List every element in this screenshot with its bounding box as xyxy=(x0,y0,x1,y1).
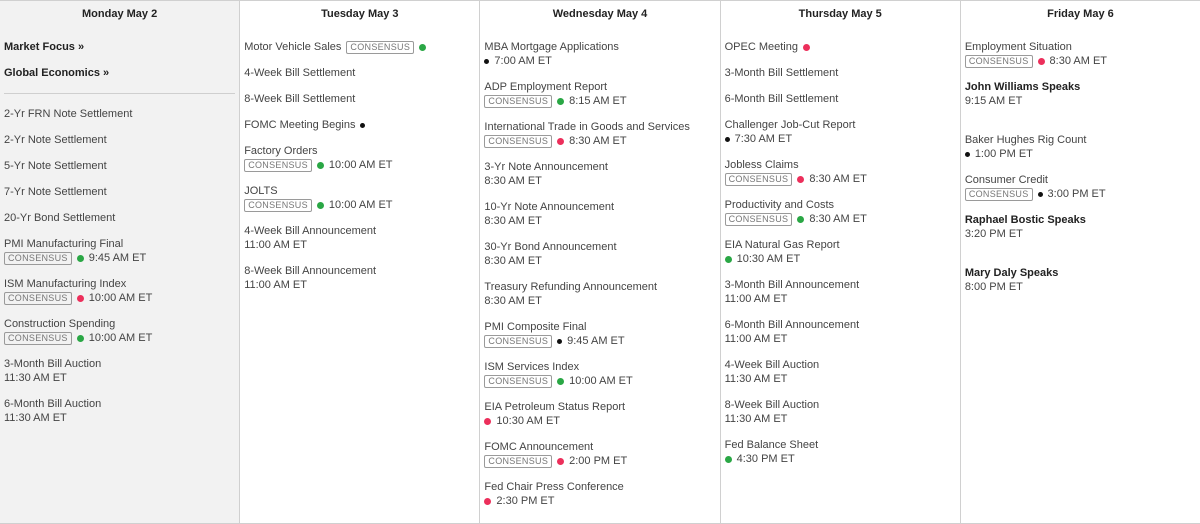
event-name[interactable]: FOMC Meeting Begins xyxy=(244,119,356,131)
event-name[interactable]: OPEC Meeting xyxy=(724,41,798,53)
event-meta xyxy=(725,373,956,386)
day-events-monday xyxy=(4,29,235,425)
calendar-event[interactable] xyxy=(244,265,475,292)
day-header-monday: Monday May 2 xyxy=(82,8,158,20)
importance-dot-icon xyxy=(725,456,732,463)
calendar-event[interactable] xyxy=(484,281,715,308)
consensus-badge[interactable]: CONSENSUS xyxy=(484,135,552,148)
day-column-thursday xyxy=(721,1,961,523)
calendar-event[interactable] xyxy=(725,399,956,426)
event-name[interactable]: 20-Yr Bond Settlement xyxy=(4,212,116,224)
calendar-event[interactable] xyxy=(4,278,235,305)
event-name[interactable]: PMI Manufacturing Final xyxy=(4,238,124,250)
event-meta xyxy=(4,292,235,305)
event-name[interactable]: Mary Daly Speaks xyxy=(964,267,1059,279)
importance-dot-icon xyxy=(484,498,491,505)
calendar-event[interactable] xyxy=(725,239,956,266)
event-meta xyxy=(244,199,475,212)
day-header-thursday: Thursday May 5 xyxy=(798,8,882,20)
consensus-badge[interactable]: CONSENSUS xyxy=(484,455,552,468)
links-divider xyxy=(4,93,235,94)
importance-dot-icon xyxy=(1038,192,1043,197)
importance-dot-icon xyxy=(77,255,84,262)
event-meta xyxy=(965,148,1196,161)
event-time: 8:30 AM ET xyxy=(1049,55,1108,67)
event-meta xyxy=(725,413,956,426)
importance-dot-icon xyxy=(484,418,491,425)
event-meta xyxy=(484,495,715,508)
event-name[interactable]: Fed Balance Sheet xyxy=(724,439,819,451)
consensus-badge[interactable]: CONSENSUS xyxy=(484,375,552,388)
event-time: 11:30 AM ET xyxy=(4,372,67,384)
calendar-event[interactable] xyxy=(725,279,956,306)
event-meta xyxy=(484,335,715,348)
calendar-event[interactable] xyxy=(725,359,956,386)
event-meta xyxy=(725,333,956,346)
importance-dot-icon xyxy=(725,137,730,142)
event-name[interactable]: JOLTS xyxy=(244,185,278,197)
event-name[interactable]: Fed Chair Press Conference xyxy=(484,481,624,493)
event-meta xyxy=(4,252,235,265)
consensus-badge[interactable]: CONSENSUS xyxy=(484,95,552,108)
event-name[interactable]: Construction Spending xyxy=(4,318,116,330)
event-time: 10:00 AM ET xyxy=(88,332,153,344)
calendar-event[interactable] xyxy=(484,441,715,468)
event-meta xyxy=(725,213,956,226)
event-time: 3:00 PM ET xyxy=(1047,188,1106,200)
event-meta xyxy=(244,279,475,292)
event-time: 8:30 AM ET xyxy=(484,215,542,227)
calendar-event[interactable] xyxy=(484,41,715,68)
event-time: 10:00 AM ET xyxy=(328,199,393,211)
calendar-event[interactable] xyxy=(725,119,956,146)
event-meta xyxy=(965,188,1196,201)
calendar-event[interactable] xyxy=(484,481,715,508)
calendar-event[interactable] xyxy=(4,134,235,147)
calendar-event[interactable] xyxy=(965,41,1196,68)
calendar-event[interactable] xyxy=(484,241,715,268)
event-name[interactable]: EIA Natural Gas Report xyxy=(724,239,840,251)
event-name[interactable]: 4-Week Bill Announcement xyxy=(244,225,377,237)
consensus-badge[interactable]: CONSENSUS xyxy=(965,55,1033,68)
calendar-event[interactable] xyxy=(725,93,956,106)
event-name[interactable]: Employment Situation xyxy=(964,41,1072,53)
calendar-event[interactable] xyxy=(725,439,956,466)
day-header-tuesday: Tuesday May 3 xyxy=(321,8,399,20)
event-time: 9:45 AM ET xyxy=(88,252,147,264)
event-time: 4:30 PM ET xyxy=(736,453,795,465)
calendar-event[interactable] xyxy=(484,201,715,228)
event-name[interactable]: ISM Services Index xyxy=(484,361,580,373)
consensus-badge[interactable]: CONSENSUS xyxy=(244,199,312,212)
event-name[interactable]: Treasury Refunding Announcement xyxy=(484,281,658,293)
event-meta xyxy=(244,239,475,252)
event-time: 2:30 PM ET xyxy=(496,495,555,507)
event-name[interactable]: 6-Month Bill Settlement xyxy=(724,93,839,105)
event-meta xyxy=(244,159,475,172)
event-name[interactable]: 5-Yr Note Settlement xyxy=(4,160,107,172)
calendar-event[interactable] xyxy=(244,93,475,106)
event-spacer xyxy=(965,254,1196,267)
event-meta xyxy=(725,453,956,466)
event-name[interactable]: 8-Week Bill Auction xyxy=(724,399,820,411)
event-time: 11:00 AM ET xyxy=(724,333,788,345)
event-time: 10:00 AM ET xyxy=(569,375,633,387)
event-meta xyxy=(725,133,956,146)
event-name[interactable]: 2-Yr Note Settlement xyxy=(4,134,107,146)
event-name[interactable]: Raphael Bostic Speaks xyxy=(964,214,1086,226)
calendar-event[interactable] xyxy=(484,361,715,388)
consensus-badge[interactable]: CONSENSUS xyxy=(4,252,72,265)
event-time: 9:15 AM ET xyxy=(964,95,1023,107)
importance-dot-icon xyxy=(360,123,365,128)
event-name[interactable]: PMI Composite Final xyxy=(484,321,587,333)
calendar-event[interactable] xyxy=(4,108,235,121)
event-name[interactable]: ADP Employment Report xyxy=(484,81,608,93)
importance-dot-icon xyxy=(557,138,564,145)
day-events-friday xyxy=(965,29,1196,294)
event-name[interactable]: 3-Month Bill Auction xyxy=(4,358,102,370)
calendar-event[interactable] xyxy=(725,319,956,346)
event-name[interactable]: 3-Month Bill Announcement xyxy=(724,279,860,291)
event-meta xyxy=(484,255,715,268)
event-time: 3:20 PM ET xyxy=(964,228,1023,240)
calendar-event[interactable] xyxy=(965,134,1196,161)
consensus-badge[interactable]: CONSENSUS xyxy=(4,292,72,305)
importance-dot-icon xyxy=(484,59,489,64)
focus-link-1[interactable]: Global Economics » xyxy=(4,67,110,79)
calendar-event[interactable] xyxy=(965,214,1196,241)
event-meta xyxy=(965,228,1196,241)
day-header-wednesday: Wednesday May 4 xyxy=(552,8,648,20)
consensus-badge[interactable]: CONSENSUS xyxy=(484,335,552,348)
event-name[interactable]: John Williams Speaks xyxy=(964,81,1081,93)
event-name[interactable]: 7-Yr Note Settlement xyxy=(4,186,107,198)
importance-dot-icon xyxy=(965,152,970,157)
event-meta xyxy=(484,215,715,228)
event-name[interactable]: EIA Petroleum Status Report xyxy=(484,401,626,413)
event-name[interactable]: ISM Manufacturing Index xyxy=(4,278,127,290)
event-meta xyxy=(965,281,1196,294)
importance-dot-icon xyxy=(803,44,810,51)
event-name[interactable]: Motor Vehicle Sales xyxy=(244,41,342,53)
importance-dot-icon xyxy=(557,378,564,385)
importance-dot-icon xyxy=(797,216,804,223)
calendar-event[interactable] xyxy=(484,401,715,428)
focus-link-0[interactable]: Market Focus » xyxy=(4,41,85,53)
consensus-badge[interactable]: CONSENSUS xyxy=(346,41,414,54)
calendar-event[interactable] xyxy=(4,212,235,225)
day-column-monday xyxy=(0,1,240,523)
event-name[interactable]: Jobless Claims xyxy=(724,159,799,171)
event-name[interactable]: Baker Hughes Rig Count xyxy=(964,134,1087,146)
event-name[interactable]: MBA Mortgage Applications xyxy=(484,41,619,53)
day-column-tuesday xyxy=(240,1,480,523)
day-header-friday: Friday May 6 xyxy=(1047,8,1114,20)
event-time: 8:30 AM ET xyxy=(484,295,542,307)
event-time: 10:30 AM ET xyxy=(736,253,801,265)
calendar-event[interactable] xyxy=(4,186,235,199)
calendar-event[interactable] xyxy=(965,174,1196,201)
calendar-event[interactable] xyxy=(725,67,956,80)
event-time: 8:00 PM ET xyxy=(964,281,1023,293)
day-events-thursday xyxy=(725,29,956,466)
event-time: 11:00 AM ET xyxy=(724,293,788,305)
event-name[interactable]: 2-Yr FRN Note Settlement xyxy=(4,108,133,120)
calendar-event[interactable] xyxy=(244,67,475,80)
event-name[interactable]: FOMC Announcement xyxy=(484,441,594,453)
event-time: 1:00 PM ET xyxy=(974,148,1033,160)
calendar-event[interactable] xyxy=(4,398,235,425)
event-name[interactable]: 30-Yr Bond Announcement xyxy=(484,241,617,253)
calendar-event[interactable] xyxy=(244,119,475,132)
event-time: 8:15 AM ET xyxy=(569,95,627,107)
calendar-event[interactable] xyxy=(4,160,235,173)
event-time: 8:30 AM ET xyxy=(809,213,867,225)
calendar-event[interactable] xyxy=(725,159,956,186)
event-name[interactable]: Productivity and Costs xyxy=(724,199,835,211)
importance-dot-icon xyxy=(557,98,564,105)
importance-dot-icon xyxy=(317,202,324,209)
importance-dot-icon xyxy=(317,162,324,169)
event-name[interactable]: 8-Week Bill Settlement xyxy=(244,93,356,105)
event-spacer xyxy=(965,121,1196,134)
importance-dot-icon xyxy=(77,295,84,302)
event-time: 7:30 AM ET xyxy=(734,133,793,145)
calendar-event[interactable] xyxy=(484,161,715,188)
importance-dot-icon xyxy=(797,176,804,183)
event-meta xyxy=(725,173,956,186)
event-time: 10:00 AM ET xyxy=(88,292,153,304)
event-time: 8:30 AM ET xyxy=(569,135,627,147)
importance-dot-icon xyxy=(557,339,562,344)
event-name[interactable]: Challenger Job-Cut Report xyxy=(724,119,856,131)
event-time: 7:00 AM ET xyxy=(494,55,552,67)
day-column-friday xyxy=(961,1,1200,523)
event-name[interactable]: 6-Month Bill Announcement xyxy=(724,319,860,331)
importance-dot-icon xyxy=(1038,58,1045,65)
event-meta xyxy=(484,95,715,108)
calendar-event[interactable] xyxy=(244,185,475,212)
calendar-event[interactable] xyxy=(484,121,715,148)
event-time: 11:00 AM ET xyxy=(244,239,307,251)
event-time: 8:30 AM ET xyxy=(484,255,542,267)
day-events-wednesday xyxy=(484,29,715,508)
calendar-event[interactable] xyxy=(725,199,956,226)
calendar-event[interactable] xyxy=(484,321,715,348)
event-meta xyxy=(725,253,956,266)
calendar-event[interactable] xyxy=(244,41,475,54)
event-name[interactable]: 8-Week Bill Announcement xyxy=(244,265,377,277)
event-time: 8:30 AM ET xyxy=(484,175,542,187)
event-name[interactable]: 4-Week Bill Auction xyxy=(724,359,820,371)
event-name[interactable]: 10-Yr Note Announcement xyxy=(484,201,615,213)
event-meta xyxy=(484,295,715,308)
calendar-event[interactable] xyxy=(484,81,715,108)
event-name[interactable]: International Trade in Goods and Services xyxy=(484,121,690,133)
consensus-badge[interactable]: CONSENSUS xyxy=(244,159,312,172)
event-time: 11:30 AM ET xyxy=(724,373,788,385)
importance-dot-icon xyxy=(725,256,732,263)
calendar-event[interactable] xyxy=(965,267,1196,294)
event-meta xyxy=(4,372,235,385)
consensus-badge[interactable]: CONSENSUS xyxy=(4,332,72,345)
calendar-event[interactable] xyxy=(244,225,475,252)
event-meta xyxy=(4,412,235,425)
event-meta xyxy=(484,415,715,428)
event-time: 11:30 AM ET xyxy=(4,412,67,424)
event-name[interactable]: 6-Month Bill Auction xyxy=(4,398,102,410)
consensus-badge[interactable]: CONSENSUS xyxy=(965,188,1033,201)
event-meta xyxy=(484,135,715,148)
importance-dot-icon xyxy=(557,458,564,465)
calendar-event[interactable] xyxy=(965,81,1196,108)
event-time: 9:45 AM ET xyxy=(567,335,625,347)
calendar-event[interactable] xyxy=(4,238,235,265)
calendar-event[interactable] xyxy=(4,358,235,385)
event-meta xyxy=(725,293,956,306)
calendar-event[interactable] xyxy=(244,145,475,172)
importance-dot-icon xyxy=(419,44,426,51)
event-meta xyxy=(484,455,715,468)
event-name[interactable]: 4-Week Bill Settlement xyxy=(244,67,356,79)
event-time: 2:00 PM ET xyxy=(569,455,628,467)
event-name[interactable]: 3-Yr Note Announcement xyxy=(484,161,608,173)
event-meta xyxy=(484,55,715,68)
event-name[interactable]: Consumer Credit xyxy=(964,174,1048,186)
event-meta xyxy=(965,95,1196,108)
day-events-tuesday xyxy=(244,29,475,292)
event-time: 11:00 AM ET xyxy=(244,279,307,291)
calendar-event[interactable] xyxy=(4,318,235,345)
event-meta xyxy=(965,55,1196,68)
event-meta xyxy=(484,175,715,188)
event-time: 8:30 AM ET xyxy=(809,173,867,185)
event-meta xyxy=(484,375,715,388)
event-time: 10:30 AM ET xyxy=(496,415,560,427)
calendar-event[interactable] xyxy=(725,41,956,54)
consensus-badge[interactable]: CONSENSUS xyxy=(725,173,793,186)
importance-dot-icon xyxy=(77,335,84,342)
consensus-badge[interactable]: CONSENSUS xyxy=(725,213,793,226)
day-column-wednesday xyxy=(480,1,720,523)
event-time: 11:30 AM ET xyxy=(724,413,788,425)
event-meta xyxy=(4,332,235,345)
event-name[interactable]: Factory Orders xyxy=(244,145,318,157)
event-name[interactable]: 3-Month Bill Settlement xyxy=(724,67,839,79)
event-time: 10:00 AM ET xyxy=(328,159,393,171)
